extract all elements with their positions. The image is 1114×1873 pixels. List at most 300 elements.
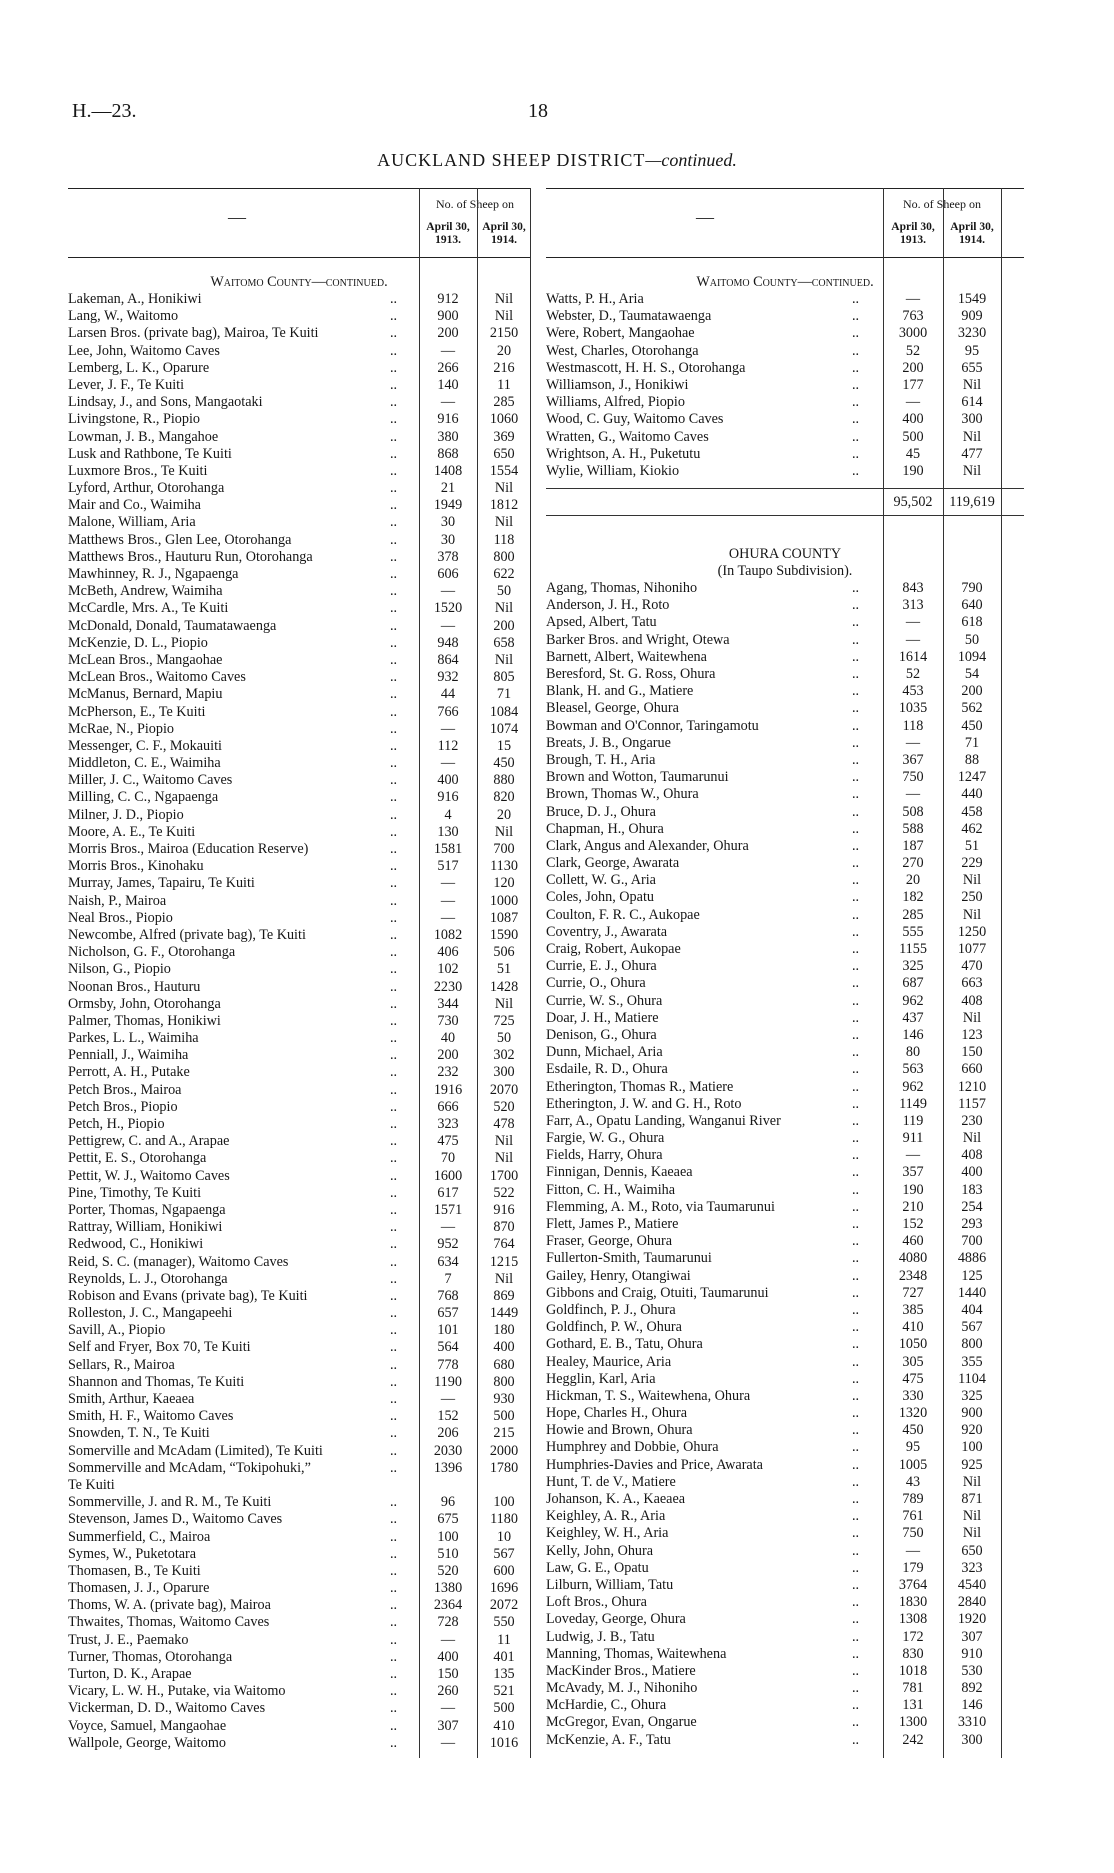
leader-dots: .. [390,1408,398,1425]
leader-dots: .. [390,462,398,479]
leader-dots: .. [852,820,860,837]
table-row [68,979,530,996]
leader-dots: .. [852,1284,860,1301]
table-row [68,1460,530,1477]
owner-name: Moore, A. E., Te Kuiti [68,823,196,840]
sheep-1914: Nil [494,651,514,668]
sheep-1914: 916 [493,1201,515,1218]
owner-name: Apsed, Albert, Tatu [546,614,657,631]
sheep-1914: Nil [494,823,514,840]
district-name: AUCKLAND SHEEP DISTRICT [377,150,646,170]
sheep-1914: Nil [962,906,982,923]
owner-name: Parkes, L. L., Waimiha [68,1030,199,1047]
owner-name: Naish, P., Mairoa [68,892,167,909]
leader-dots: .. [852,1473,860,1490]
sheep-1914: 15 [496,737,512,754]
sheep-1913: — [440,394,456,411]
sheep-1914: 1250 [957,923,987,940]
owner-name: Coulton, F. R. C., Aukopae [546,906,700,923]
leader-dots: .. [852,1662,860,1679]
table-row [68,1391,530,1408]
table-row [68,360,530,377]
leader-dots: .. [852,855,860,872]
leader-dots: .. [390,995,398,1012]
sheep-1913: — [905,734,921,751]
leader-dots: .. [852,291,860,307]
leader-dots: .. [390,789,398,806]
sheep-1914: Nil [494,291,514,307]
sheep-1913: 2348 [898,1267,928,1284]
sheep-1914: 400 [961,1164,983,1181]
leader-dots: .. [390,1442,398,1459]
sheep-1913: 932 [437,669,459,686]
sheep-1914: Nil [962,1508,982,1525]
sheep-1913: 1571 [433,1201,463,1218]
owner-name: Webster, D., Taumatawaenga [546,308,712,325]
owner-name: Pettit, E. S., Otorohanga [68,1150,207,1167]
leader-dots: .. [390,1700,398,1717]
sheep-1913: 232 [437,1064,459,1081]
header-col-1914: April 30, 1914. [482,221,526,246]
sheep-1913: 177 [902,376,924,393]
sheep-1913: 475 [437,1133,459,1150]
sheep-1913: 962 [902,992,924,1009]
owner-name: Anderson, J. H., Roto [546,597,670,614]
sheep-1914: 1700 [489,1167,519,1184]
sheep-1913: 830 [902,1645,924,1662]
owner-name: Rolleston, J. C., Mangapeehi [68,1305,233,1322]
leader-dots: .. [390,497,398,514]
sheep-1914: 404 [961,1301,983,1318]
leader-dots: .. [390,1047,398,1064]
sheep-1913: 4080 [898,1250,928,1267]
sheep-1913: 406 [437,944,459,961]
leader-dots: .. [852,751,860,768]
header-col-1914: April 30, 1914. [950,221,994,246]
table-row [546,1560,1024,1577]
sheep-1914: 307 [961,1628,983,1645]
table-row [546,700,1024,717]
table-row [68,704,530,721]
sheep-1914: 506 [493,944,515,961]
sheep-1914: 800 [493,1373,515,1390]
sheep-1914: 401 [493,1648,515,1665]
owner-name: Watts, P. H., Aria [546,291,644,307]
sheep-1913: 1408 [433,462,463,479]
leader-dots: .. [852,923,860,940]
owner-name: Gailey, Henry, Otangiwai [546,1267,691,1284]
table-row [546,1474,1024,1491]
owner-name: Dunn, Michael, Aria [546,1044,663,1061]
right-table-header [546,188,1024,258]
table-row [546,1096,1024,1113]
sheep-1913: 2364 [433,1597,463,1614]
table-row [68,1632,530,1649]
sheep-1914: 10 [496,1528,512,1545]
sheep-1913: 1614 [898,648,928,665]
owner-name: Petch Bros., Mairoa [68,1081,182,1098]
sheep-1914: 500 [493,1408,515,1425]
leader-dots: .. [852,769,860,786]
sheep-1913: 564 [437,1339,459,1356]
sheep-1914: 622 [493,566,515,582]
sheep-1914: 100 [493,1494,515,1511]
sheep-1914: 614 [961,394,983,411]
spacer [546,480,1024,488]
leader-dots: .. [390,342,398,359]
leader-dots: .. [390,909,398,926]
table-row [546,889,1024,906]
leader-dots: .. [390,1064,398,1081]
owner-name: Luxmore Bros., Te Kuiti [68,462,208,479]
table-row [546,1680,1024,1697]
sheep-1914: 1554 [489,462,519,479]
column-rule [530,188,531,1758]
table-row [68,377,530,394]
sheep-1913: — [905,1147,921,1164]
sheep-1913: — [440,342,456,359]
sheep-1914: Nil [494,1270,514,1287]
sheep-1913: — [440,617,456,634]
leader-dots: .. [852,734,860,751]
sheep-1914: 215 [493,1425,515,1442]
sheep-1913: — [905,786,921,803]
sheep-1914: 1000 [489,892,519,909]
sheep-1914: 910 [961,1645,983,1662]
owner-name: Milling, C. C., Ngapaenga [68,789,219,806]
leader-dots: .. [390,703,398,720]
leader-dots: .. [390,892,398,909]
table-row [68,463,530,480]
sheep-1913: 45 [905,445,921,462]
sheep-1913: 1320 [898,1405,928,1422]
sheep-1913: 146 [902,1026,924,1043]
leader-dots: .. [390,1184,398,1201]
sheep-1913: 952 [437,1236,459,1253]
table-row [68,910,530,927]
sheep-1913: 750 [902,769,924,786]
owner-name: Lusk and Rathbone, Te Kuiti [68,445,232,462]
leader-dots: .. [852,1628,860,1645]
leader-dots: .. [852,1611,860,1628]
table-row [546,1268,1024,1285]
sheep-1913: 1035 [898,700,928,717]
owner-name: Murray, James, Tapairu, Te Kuiti [68,875,255,892]
sheep-1914: 530 [961,1662,983,1679]
owner-name: Pettigrew, C. and A., Arapae [68,1133,230,1150]
table-row [68,1666,530,1683]
leader-dots: .. [390,1253,398,1270]
sheep-1913: 1396 [433,1459,463,1476]
sheep-1913: 2230 [433,978,463,995]
table-row [546,1336,1024,1353]
sheep-1914: 355 [961,1353,983,1370]
owner-name: Lee, John, Waitomo Caves [68,342,220,359]
sheep-1913: 330 [902,1387,924,1404]
owner-name: Noonan Bros., Hauturu [68,978,201,995]
sheep-1913: 40 [440,1030,456,1047]
leader-dots: .. [390,720,398,737]
sheep-1914: 458 [961,803,983,820]
sheep-1914: 408 [961,992,983,1009]
owner-name: Fitton, C. H., Waimiha [546,1181,676,1198]
leader-dots: .. [390,858,398,875]
table-row [68,1168,530,1185]
header-group-label: No. of Sheep on [903,197,981,211]
sheep-1913: 1082 [433,926,463,943]
sheep-1913: 588 [902,820,924,837]
leader-dots: .. [852,837,860,854]
table-row [68,1443,530,1460]
owner-name: Somerville and McAdam (Limited), Te Kuiti [68,1442,323,1459]
table-row [68,583,530,600]
sheep-1914: 764 [493,1236,515,1253]
table-row [68,446,530,463]
table-row [68,1339,530,1356]
sheep-1914: 450 [493,755,515,772]
owner-name: Law, G. E., Opatu [546,1559,649,1576]
leader-dots: .. [852,992,860,1009]
sheep-1913: 305 [902,1353,924,1370]
owner-name: Barker Bros. and Wright, Otewa [546,631,730,648]
sheep-1914: 550 [493,1614,515,1631]
owner-name: Vicary, L. W. H., Putake, via Waitomo [68,1683,286,1700]
section-heading-text: Waitomo County—continued. [210,274,388,290]
owner-name: Shannon and Thomas, Te Kuiti [68,1373,245,1390]
leader-dots: .. [852,1164,860,1181]
sheep-1914: Nil [962,462,982,479]
table-row [546,1061,1024,1078]
table-row [546,958,1024,975]
leader-dots: .. [852,1198,860,1215]
owner-name: Esdaile, R. D., Ohura [546,1061,668,1078]
sheep-1914: 300 [493,1064,515,1081]
sheep-1914: 11 [497,376,511,393]
sheep-1913: 119 [902,1112,924,1129]
leader-dots: .. [852,1044,860,1061]
sheep-1914: 870 [493,1219,515,1236]
sheep-1913: 410 [902,1319,924,1336]
right-table [546,188,1024,1749]
sheep-1914: 50 [496,1030,512,1047]
sheep-1914: 11 [497,1631,511,1648]
owner-name: McKenzie, A. F., Tatu [546,1731,671,1748]
owner-name: Healey, Maurice, Aria [546,1353,672,1370]
sheep-1913: 1149 [899,1095,927,1112]
owner-name: McCardle, Mrs. A., Te Kuiti [68,600,229,617]
sheep-1914: 462 [961,820,983,837]
sheep-1914: 909 [961,308,983,325]
table-row [68,411,530,428]
sheep-1913: 555 [902,923,924,940]
table-row [546,1439,1024,1456]
sheep-1913: — [440,892,456,909]
owner-name: Breats, J. B., Ongarue [546,734,671,751]
owner-name: Beresford, St. G. Ross, Ohura [546,666,716,682]
sheep-1914: 4886 [957,1250,987,1267]
table-row [546,804,1024,821]
table-row [546,993,1024,1010]
header-col-1913: April 30, 1913. [426,221,470,246]
owner-name: Reid, S. C. (manager), Waitomo Caves [68,1253,289,1270]
owner-name: Agang, Thomas, Nihoniho [546,580,698,597]
table-row [546,1577,1024,1594]
table-row [546,1250,1024,1267]
leader-dots: .. [390,1116,398,1132]
sheep-1914: Nil [494,995,514,1012]
sheep-1914: 520 [493,1098,515,1115]
sheep-1914: 871 [961,1491,983,1507]
sheep-1914: 2072 [489,1597,519,1614]
table-row [546,394,1024,411]
table-row [546,1525,1024,1542]
sheep-1913: 30 [440,514,456,531]
table-row [68,1219,530,1236]
sheep-1914: Nil [494,480,514,497]
sheep-1914: 1084 [489,703,519,720]
owner-name: Matthews Bros., Glen Lee, Otorohanga [68,531,292,548]
owner-name: Turton, D. K., Arapae [68,1666,192,1682]
sheep-1913: 3764 [898,1576,928,1593]
leader-dots: .. [390,566,398,582]
table-row [68,686,530,703]
leader-dots: .. [390,651,398,668]
sheep-1914: Nil [962,1473,982,1490]
sheep-1914: 618 [961,614,983,631]
leader-dots: .. [852,376,860,393]
owner-name: Gibbons and Craig, Otuiti, Taumarunui [546,1284,769,1301]
leader-dots: .. [852,1714,860,1731]
owner-name: Redwood, C., Honikiwi [68,1236,204,1253]
leader-dots: .. [390,978,398,995]
sheep-1913: 475 [902,1370,924,1387]
table-row [546,325,1024,342]
left-section-heading [68,274,530,291]
leader-dots: .. [390,1167,398,1184]
district-suffix: —continued. [645,150,737,170]
owner-name: Pettit, W. J., Waitomo Caves [68,1167,230,1184]
sheep-1914: 680 [493,1356,515,1373]
owner-name: Farr, A., Opatu Landing, Wanganui River [546,1112,781,1129]
sheep-1914: 1590 [489,926,519,943]
owner-name: Palmer, Thomas, Honikiwi [68,1012,221,1029]
owner-name: Snowden, T. N., Te Kuiti [68,1425,210,1442]
table-row [546,1354,1024,1371]
leader-dots: .. [390,669,398,686]
sheep-1913: — [440,909,456,926]
owner-name: Denison, G., Ohura [546,1026,657,1043]
owner-name: McBeth, Andrew, Waimiha [68,583,223,600]
leader-dots: .. [852,325,860,342]
leader-dots: .. [852,394,860,411]
owner-name: Blank, H. and G., Matiere [546,683,694,700]
sheep-1913: 190 [902,1181,924,1198]
owner-name: Collett, W. G., Aria [546,872,656,889]
sheep-1913: 313 [902,597,924,614]
leader-dots: .. [390,480,398,497]
owner-name: Savill, A., Piopio [68,1322,166,1339]
sheep-1914: 285 [493,394,515,411]
table-row [68,1580,530,1597]
sheep-1914: 150 [961,1044,983,1061]
leader-dots: .. [390,1562,398,1579]
owner-name: Etherington, J. W. and G. H., Roto [546,1095,742,1112]
table-row [68,1425,530,1442]
owner-name: Lemberg, L. K., Oparure [68,359,210,376]
sheep-1913: — [905,394,921,411]
left-table [68,188,530,1752]
leader-dots: .. [390,1012,398,1029]
sheep-1913: — [905,1542,921,1559]
sheep-1913: 242 [902,1731,924,1748]
table-row [546,1732,1024,1749]
table-row [68,1718,530,1735]
sheep-1914: 1812 [489,497,519,514]
owner-name: Fraser, George, Ohura [546,1233,673,1250]
sheep-1913: 30 [440,531,456,548]
sheep-1913: 916 [437,789,459,806]
sheep-1914: 300 [961,411,983,428]
sheep-1914: 1016 [489,1734,519,1751]
header-dash: — [696,207,714,227]
owner-name: Sellars, R., Mairoa [68,1356,175,1373]
sheep-1914: 302 [493,1047,515,1064]
sheep-1913: — [440,1700,456,1717]
table-row [68,1030,530,1047]
table-row [68,308,530,325]
leader-dots: .. [852,1181,860,1198]
sheep-1913: 96 [440,1494,456,1511]
table-row [546,1010,1024,1027]
sheep-1913: 1380 [433,1580,463,1597]
sheep-1913: 102 [437,961,459,978]
sheep-1914: 293 [961,1216,983,1232]
leader-dots: .. [390,1201,398,1218]
leader-dots: .. [852,1233,860,1250]
owner-name: Barnett, Albert, Waitewhena [546,648,707,665]
leader-dots: .. [390,1425,398,1442]
sheep-1914: 521 [493,1683,515,1700]
sheep-1914: 440 [961,786,983,803]
table-row [68,1477,530,1494]
owner-name: McKenzie, D. L., Piopio [68,634,208,651]
spacer [546,516,1024,546]
table-row [546,941,1024,958]
owner-name: Currie, E. J., Ohura [546,958,657,975]
owner-name: Ludwig, J. B., Tatu [546,1628,655,1645]
table-row [68,291,530,308]
leader-dots: .. [390,1648,398,1665]
sheep-1913: 962 [902,1078,924,1095]
leader-dots: .. [390,1030,398,1047]
owner-name: Smith, H. F., Waitomo Caves [68,1408,234,1425]
leader-dots: .. [852,1301,860,1318]
sheep-1913: — [905,631,921,648]
sheep-1913: 4 [444,806,452,823]
sheep-1914: 892 [961,1680,983,1697]
table-row [546,649,1024,666]
owner-name: McManus, Bernard, Mapiu [68,686,223,703]
owner-name: Coles, John, Opatu [546,889,654,906]
sheep-1914: 3230 [957,325,987,342]
leader-dots: .. [390,411,398,428]
table-row [68,600,530,617]
owner-name: Malone, William, Aria [68,514,196,531]
sheep-1913: 750 [902,1525,924,1542]
table-row [546,1508,1024,1525]
table-row [68,1511,530,1528]
leader-dots: .. [390,961,398,978]
